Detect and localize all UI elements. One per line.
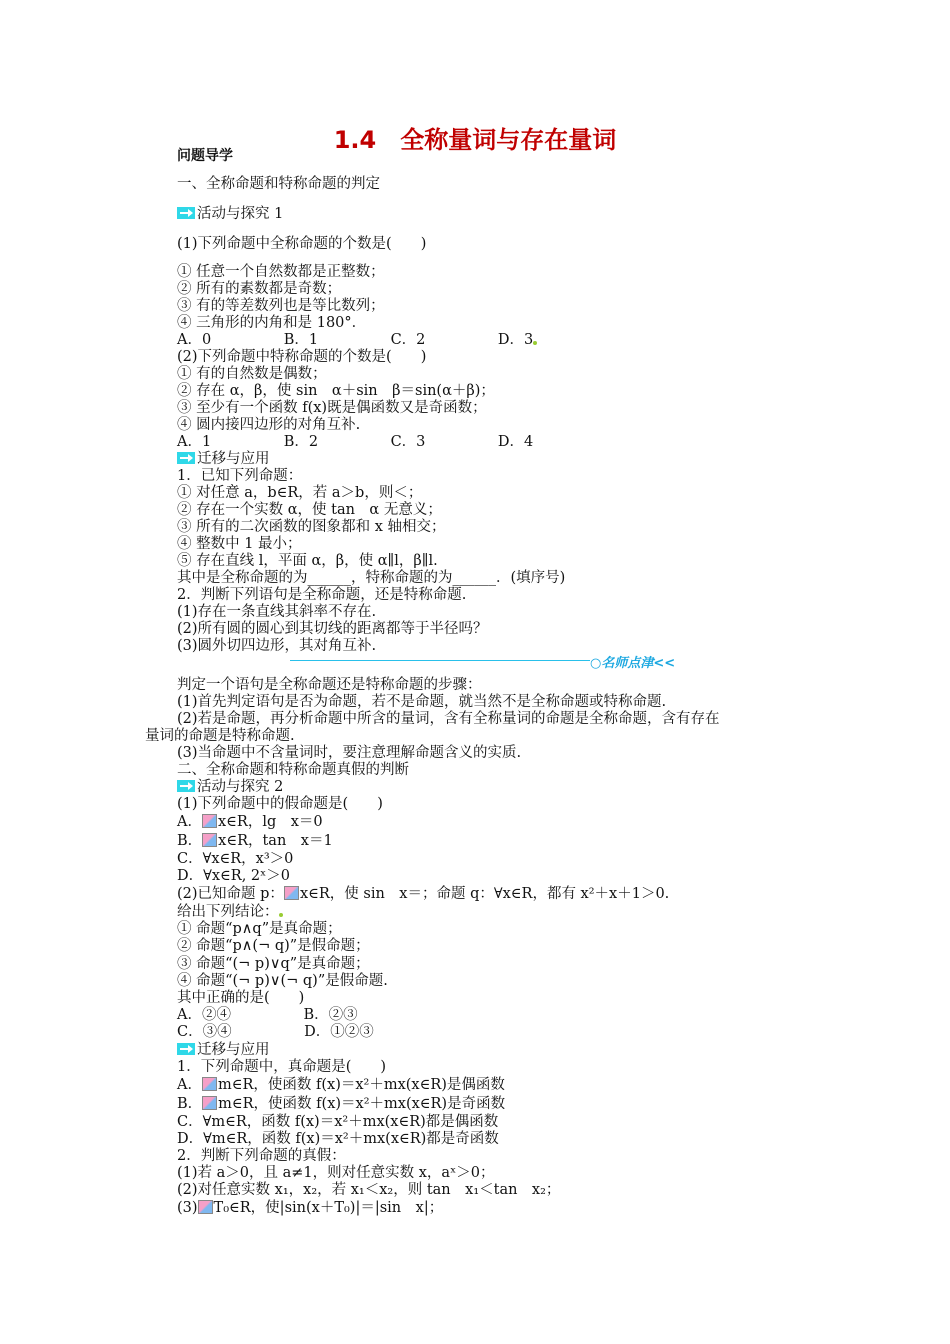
tips-step-continued: 量词的命题是特称命题. — [145, 728, 295, 744]
question-2-item: ② 存在 α，β，使 sin α＋sin β＝sin(α＋β)； — [177, 383, 495, 399]
transfer2-option-a: A． m∈R，使函数 f(x)＝x²＋mx(x∈R)是偶函数 — [177, 1077, 505, 1093]
transfer-item: (3)圆外切四边形，其对角互补. — [177, 638, 377, 654]
question-1-options: A．0 B．1 C．2 D．3 — [177, 332, 537, 349]
question-2-item: ① 有的自然数是偶数； — [177, 366, 327, 382]
transfer-question-1: 1．已知下列命题： — [177, 468, 303, 484]
transfer2-question-2: 2．判断下列命题的真假： — [177, 1148, 346, 1164]
question-1-item: ③ 有的等差数列也是等比数列； — [177, 298, 385, 314]
guide-heading: 问题导学 — [177, 148, 233, 164]
problem-2-item: ① 命题“p∧q”是真命题； — [177, 921, 342, 937]
exists-symbol-icon — [202, 814, 217, 828]
problem-1: (1)下列命题中的假命题是( ) — [177, 796, 383, 812]
dot-mark-icon — [279, 913, 283, 917]
transfer2-option-b: B． m∈R，使函数 f(x)＝x²＋mx(x∈R)是奇函数 — [177, 1096, 506, 1112]
dot-mark-icon — [533, 341, 537, 345]
transfer-item: ⑤ 存在直线 l，平面 α，β，使 α∥l，β∥l. — [177, 553, 438, 569]
section-heading-2: 二、全称命题和特称命题真假的判断 — [177, 762, 409, 778]
question-1: (1)下列命题中全称命题的个数是( ) — [177, 236, 427, 252]
fill-in-blank: 其中是全称命题的为______，特称命题的为______．(填序号) — [177, 570, 566, 586]
question-2-options: A．1 B．2 C．3 D．4 — [177, 434, 534, 450]
transfer-question-2: 2．判断下列语句是全称命题，还是特称命题. — [177, 587, 467, 603]
question-2: (2)下列命题中特称命题的个数是( ) — [177, 349, 427, 365]
transfer-item: ② 存在一个实数 α，使 tan α 无意义； — [177, 502, 442, 518]
exists-symbol-icon — [198, 1200, 213, 1214]
question-2-item: ③ 至少有一个函数 f(x)既是偶函数又是奇函数； — [177, 400, 487, 416]
transfer2-item: (1)若 a＞0，且 a≠1，则对任意实数 x，aˣ＞0； — [177, 1165, 495, 1181]
section-heading-1: 一、全称命题和特称命题的判定 — [177, 176, 380, 192]
tips-intro: 判定一个语句是全称命题还是特称命题的步骤： — [177, 677, 482, 693]
exists-symbol-icon — [202, 833, 217, 847]
arrow-tag-icon — [177, 780, 195, 792]
arrow-tag-icon — [177, 452, 195, 464]
transfer-item: ① 对任意 a，b∈R，若 a＞b，则＜； — [177, 485, 423, 501]
transfer2-option-d: D．∀m∈R，函数 f(x)＝x²＋mx(x∈R)都是奇函数 — [177, 1131, 499, 1147]
activity-heading-2: 活动与探究 2 — [177, 779, 283, 796]
problem-1-option-a: A． x∈R，lg x＝0 — [177, 814, 323, 830]
question-2-item: ④ 圆内接四边形的对角互补. — [177, 417, 361, 433]
transfer2-option-c: C．∀m∈R，函数 f(x)＝x²＋mx(x∈R)都是偶函数 — [177, 1114, 499, 1130]
transfer2-item: (2)对任意实数 x₁，x₂，若 x₁＜x₂，则 tan x₁＜tan x₂； — [177, 1182, 561, 1198]
problem-2-given: 给出下列结论： — [177, 904, 283, 921]
problem-1-option-b: B． x∈R，tan x＝1 — [177, 833, 333, 849]
transfer-item: ③ 所有的二次函数的图象都和 x 轴相交； — [177, 519, 446, 535]
problem-2-options: C．③④ D．①②③ — [177, 1024, 374, 1040]
question-1-item: ② 所有的素数都是奇数； — [177, 281, 342, 297]
arrow-tag-icon — [177, 1043, 195, 1055]
transfer-item: (1)存在一条直线其斜率不存在. — [177, 604, 377, 620]
question-1-item: ① 任意一个自然数都是正整数； — [177, 264, 385, 280]
tips-step: (3)当命题中不含量词时，要注意理解命题含义的实质. — [177, 745, 522, 761]
tips-step: (1)首先判定语句是否为命题，若不是命题，就当然不是全称命题或特称命题. — [177, 694, 667, 710]
tips-step: (2)若是命题，再分析命题中所含的量词，含有全称量词的命题是全称命题，含有存在 — [177, 711, 720, 727]
tips-badge: ○名师点津<< — [590, 656, 676, 671]
tips-divider — [290, 660, 590, 661]
problem-1-option-c: C．∀x∈R，x³＞0 — [177, 851, 294, 867]
problem-2-item: ③ 命题“(¬ p)∨q”是真命题； — [177, 956, 370, 972]
transfer2-question-1: 1．下列命题中，真命题是( ) — [177, 1059, 387, 1075]
arrow-tag-icon — [177, 207, 195, 219]
problem-2-options: A．②④ B．②③ — [177, 1007, 358, 1023]
activity-heading-1: 活动与探究 1 — [177, 206, 283, 223]
transfer-heading-1: 迁移与应用 — [177, 451, 270, 468]
transfer2-item: (3) T₀∈R，使|sin(x＋T₀)|＝|sin x|； — [177, 1200, 444, 1216]
problem-2: (2)已知命题 p： x∈R，使 sin x＝；命题 q：∀x∈R，都有 x²＋x＋1＞0. — [177, 886, 670, 902]
transfer-item: (2)所有圆的圆心到其切线的距离都等于半径吗？ — [177, 621, 488, 637]
exists-symbol-icon — [202, 1096, 217, 1110]
problem-2-item: ④ 命题“(¬ p)∨(¬ q)”是假命题. — [177, 973, 388, 989]
transfer-item: ④ 整数中 1 最小； — [177, 536, 302, 552]
question-1-item: ④ 三角形的内角和是 180°． — [177, 315, 367, 331]
exists-symbol-icon — [202, 1077, 217, 1091]
problem-2-item: ② 命题“p∧(¬ q)”是假命题； — [177, 938, 370, 954]
problem-1-option-d: D．∀x∈R, 2ˣ＞0 — [177, 868, 291, 884]
page-title: 1.4 全称量词与存在量词 — [333, 126, 617, 154]
exists-symbol-icon — [284, 886, 299, 900]
problem-2-ask: 其中正确的是( ) — [177, 990, 305, 1006]
transfer-heading-2: 迁移与应用 — [177, 1042, 270, 1059]
